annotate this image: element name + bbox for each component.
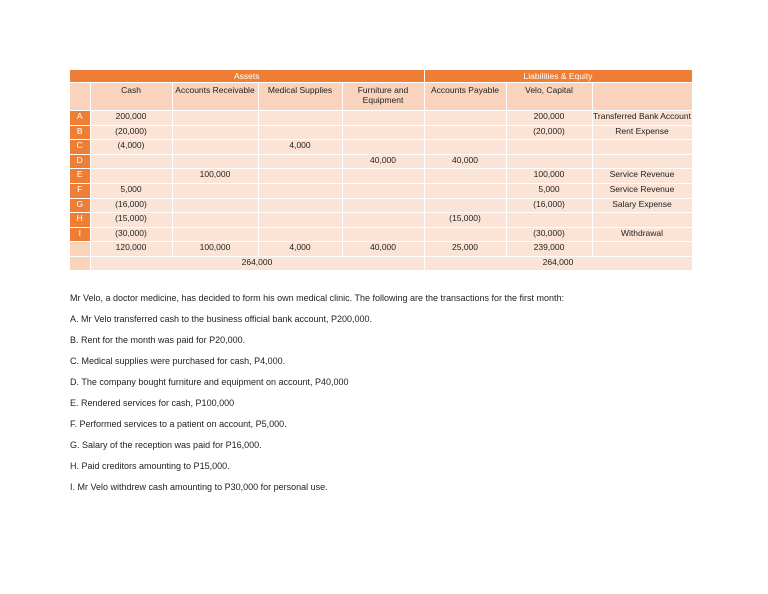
transaction-item: H. Paid creditors amounting to P15,000. bbox=[70, 461, 230, 471]
cell-furniture-equipment bbox=[342, 111, 424, 126]
cell-cash bbox=[90, 169, 172, 184]
cell-velo-capital bbox=[506, 154, 592, 169]
cell-cash: (20,000) bbox=[90, 125, 172, 140]
cell-furniture-equipment bbox=[342, 140, 424, 155]
transaction-letter: G bbox=[70, 198, 90, 213]
column-header-cash: Cash bbox=[90, 83, 172, 111]
cell-note: Rent Expense bbox=[592, 125, 692, 140]
cell-note bbox=[592, 242, 692, 257]
cell-note: Service Revenue bbox=[592, 183, 692, 198]
transaction-item: F. Performed services to a patient on account, P5,000. bbox=[70, 419, 287, 429]
transaction-item: A. Mr Velo transferred cash to the business official bank account, P200,000. bbox=[70, 314, 373, 324]
cell-velo-capital: 100,000 bbox=[506, 169, 592, 184]
column-header-accounts-receivable: Accounts Receivable bbox=[172, 83, 258, 111]
transaction-letter: I bbox=[70, 227, 90, 242]
grand-total-row bbox=[70, 256, 692, 270]
column-header-notes bbox=[592, 83, 692, 111]
cell-medical-supplies bbox=[258, 227, 342, 242]
transaction-letter: D bbox=[70, 154, 90, 169]
transaction-item: G. Salary of the reception was paid for P16,000. bbox=[70, 440, 262, 450]
intro-paragraph: Mr Velo, a doctor medicine, has decided to form his own medical clinic. The following are the transactions for the first month: bbox=[70, 293, 565, 303]
cell-furniture-equipment bbox=[342, 213, 424, 228]
liabilities-equity-header: Liabilities & Equity bbox=[424, 70, 692, 83]
transaction-letter: H bbox=[70, 213, 90, 228]
cell-accounts-receivable bbox=[172, 183, 258, 198]
cell-medical-supplies bbox=[258, 183, 342, 198]
transaction-letter: C bbox=[70, 140, 90, 155]
cell-furniture-equipment bbox=[342, 198, 424, 213]
ledger-row bbox=[70, 169, 692, 184]
cell-cash: 5,000 bbox=[90, 183, 172, 198]
cell-accounts-receivable bbox=[172, 154, 258, 169]
group-header-row bbox=[70, 70, 692, 83]
cell-furniture-equipment: 40,000 bbox=[342, 242, 424, 257]
cell-medical-supplies bbox=[258, 111, 342, 126]
cell-furniture-equipment bbox=[342, 227, 424, 242]
cell-accounts-receivable bbox=[172, 213, 258, 228]
cell-accounts-payable bbox=[424, 183, 506, 198]
cell-cash: (15,000) bbox=[90, 213, 172, 228]
cell-note: Transferred Bank Account bbox=[592, 111, 692, 126]
transaction-letter: E bbox=[70, 169, 90, 184]
ledger-row bbox=[70, 242, 692, 257]
cell-velo-capital: (16,000) bbox=[506, 198, 592, 213]
cell-velo-capital bbox=[506, 140, 592, 155]
cell-medical-supplies: 4,000 bbox=[258, 140, 342, 155]
total-letter-blank bbox=[70, 256, 90, 270]
cell-cash: (30,000) bbox=[90, 227, 172, 242]
ledger-row bbox=[70, 183, 692, 198]
transaction-item: I. Mr Velo withdrew cash amounting to P30,000 for personal use. bbox=[70, 482, 328, 492]
cell-velo-capital: 200,000 bbox=[506, 111, 592, 126]
cell-velo-capital: (30,000) bbox=[506, 227, 592, 242]
cell-accounts-payable bbox=[424, 111, 506, 126]
cell-accounts-payable: 40,000 bbox=[424, 154, 506, 169]
transaction-letter: F bbox=[70, 183, 90, 198]
cell-furniture-equipment bbox=[342, 169, 424, 184]
cell-medical-supplies bbox=[258, 125, 342, 140]
ledger-row bbox=[70, 227, 692, 242]
accounting-equation-table bbox=[70, 70, 693, 271]
column-header-row bbox=[70, 83, 692, 111]
cell-velo-capital: 5,000 bbox=[506, 183, 592, 198]
cell-accounts-receivable bbox=[172, 125, 258, 140]
cell-accounts-payable bbox=[424, 140, 506, 155]
cell-accounts-payable: 25,000 bbox=[424, 242, 506, 257]
cell-accounts-receivable bbox=[172, 198, 258, 213]
cell-accounts-payable bbox=[424, 125, 506, 140]
cell-velo-capital: (20,000) bbox=[506, 125, 592, 140]
assets-header: Assets bbox=[70, 70, 424, 83]
cell-furniture-equipment bbox=[342, 125, 424, 140]
transaction-list bbox=[70, 313, 720, 502]
cell-accounts-payable: (15,000) bbox=[424, 213, 506, 228]
cell-accounts-payable bbox=[424, 169, 506, 184]
liabilities-equity-total: 264,000 bbox=[424, 256, 692, 270]
problem-text bbox=[70, 292, 720, 502]
cell-note: Service Revenue bbox=[592, 169, 692, 184]
cell-accounts-receivable bbox=[172, 111, 258, 126]
cell-note: Withdrawal bbox=[592, 227, 692, 242]
cell-medical-supplies bbox=[258, 154, 342, 169]
column-header-furniture-equipment: Furniture and Equipment bbox=[342, 83, 424, 111]
cell-medical-supplies bbox=[258, 213, 342, 228]
transaction-letter: B bbox=[70, 125, 90, 140]
transaction-item: C. Medical supplies were purchased for cash, P4,000. bbox=[70, 356, 286, 366]
ledger-row bbox=[70, 198, 692, 213]
ledger-row bbox=[70, 111, 692, 126]
cell-cash: (16,000) bbox=[90, 198, 172, 213]
cell-medical-supplies bbox=[258, 198, 342, 213]
cell-cash: (4,000) bbox=[90, 140, 172, 155]
column-header-medical-supplies: Medical Supplies bbox=[258, 83, 342, 111]
column-header-accounts-payable: Accounts Payable bbox=[424, 83, 506, 111]
assets-total: 264,000 bbox=[90, 256, 424, 270]
ledger-row bbox=[70, 154, 692, 169]
cell-accounts-receivable: 100,000 bbox=[172, 242, 258, 257]
cell-velo-capital bbox=[506, 213, 592, 228]
ledger-row bbox=[70, 140, 692, 155]
corner-cell bbox=[70, 83, 90, 111]
cell-medical-supplies bbox=[258, 169, 342, 184]
cell-accounts-receivable: 100,000 bbox=[172, 169, 258, 184]
cell-accounts-payable bbox=[424, 227, 506, 242]
cell-accounts-payable bbox=[424, 198, 506, 213]
transaction-letter bbox=[70, 242, 90, 257]
cell-medical-supplies: 4,000 bbox=[258, 242, 342, 257]
cell-furniture-equipment bbox=[342, 183, 424, 198]
cell-accounts-receivable bbox=[172, 140, 258, 155]
cell-velo-capital: 239,000 bbox=[506, 242, 592, 257]
cell-cash bbox=[90, 154, 172, 169]
cell-furniture-equipment: 40,000 bbox=[342, 154, 424, 169]
cell-accounts-receivable bbox=[172, 227, 258, 242]
cell-note: Salary Expense bbox=[592, 198, 692, 213]
transaction-letter: A bbox=[70, 111, 90, 126]
ledger-row bbox=[70, 213, 692, 228]
ledger-row bbox=[70, 125, 692, 140]
cell-cash: 200,000 bbox=[90, 111, 172, 126]
column-header-velo-capital: Velo, Capital bbox=[506, 83, 592, 111]
cell-cash: 120,000 bbox=[90, 242, 172, 257]
transaction-item: D. The company bought furniture and equipment on account, P40,000 bbox=[70, 377, 349, 387]
cell-note bbox=[592, 154, 692, 169]
transaction-item: E. Rendered services for cash, P100,000 bbox=[70, 398, 235, 408]
cell-note bbox=[592, 140, 692, 155]
transaction-item: B. Rent for the month was paid for P20,000. bbox=[70, 335, 246, 345]
cell-note bbox=[592, 213, 692, 228]
